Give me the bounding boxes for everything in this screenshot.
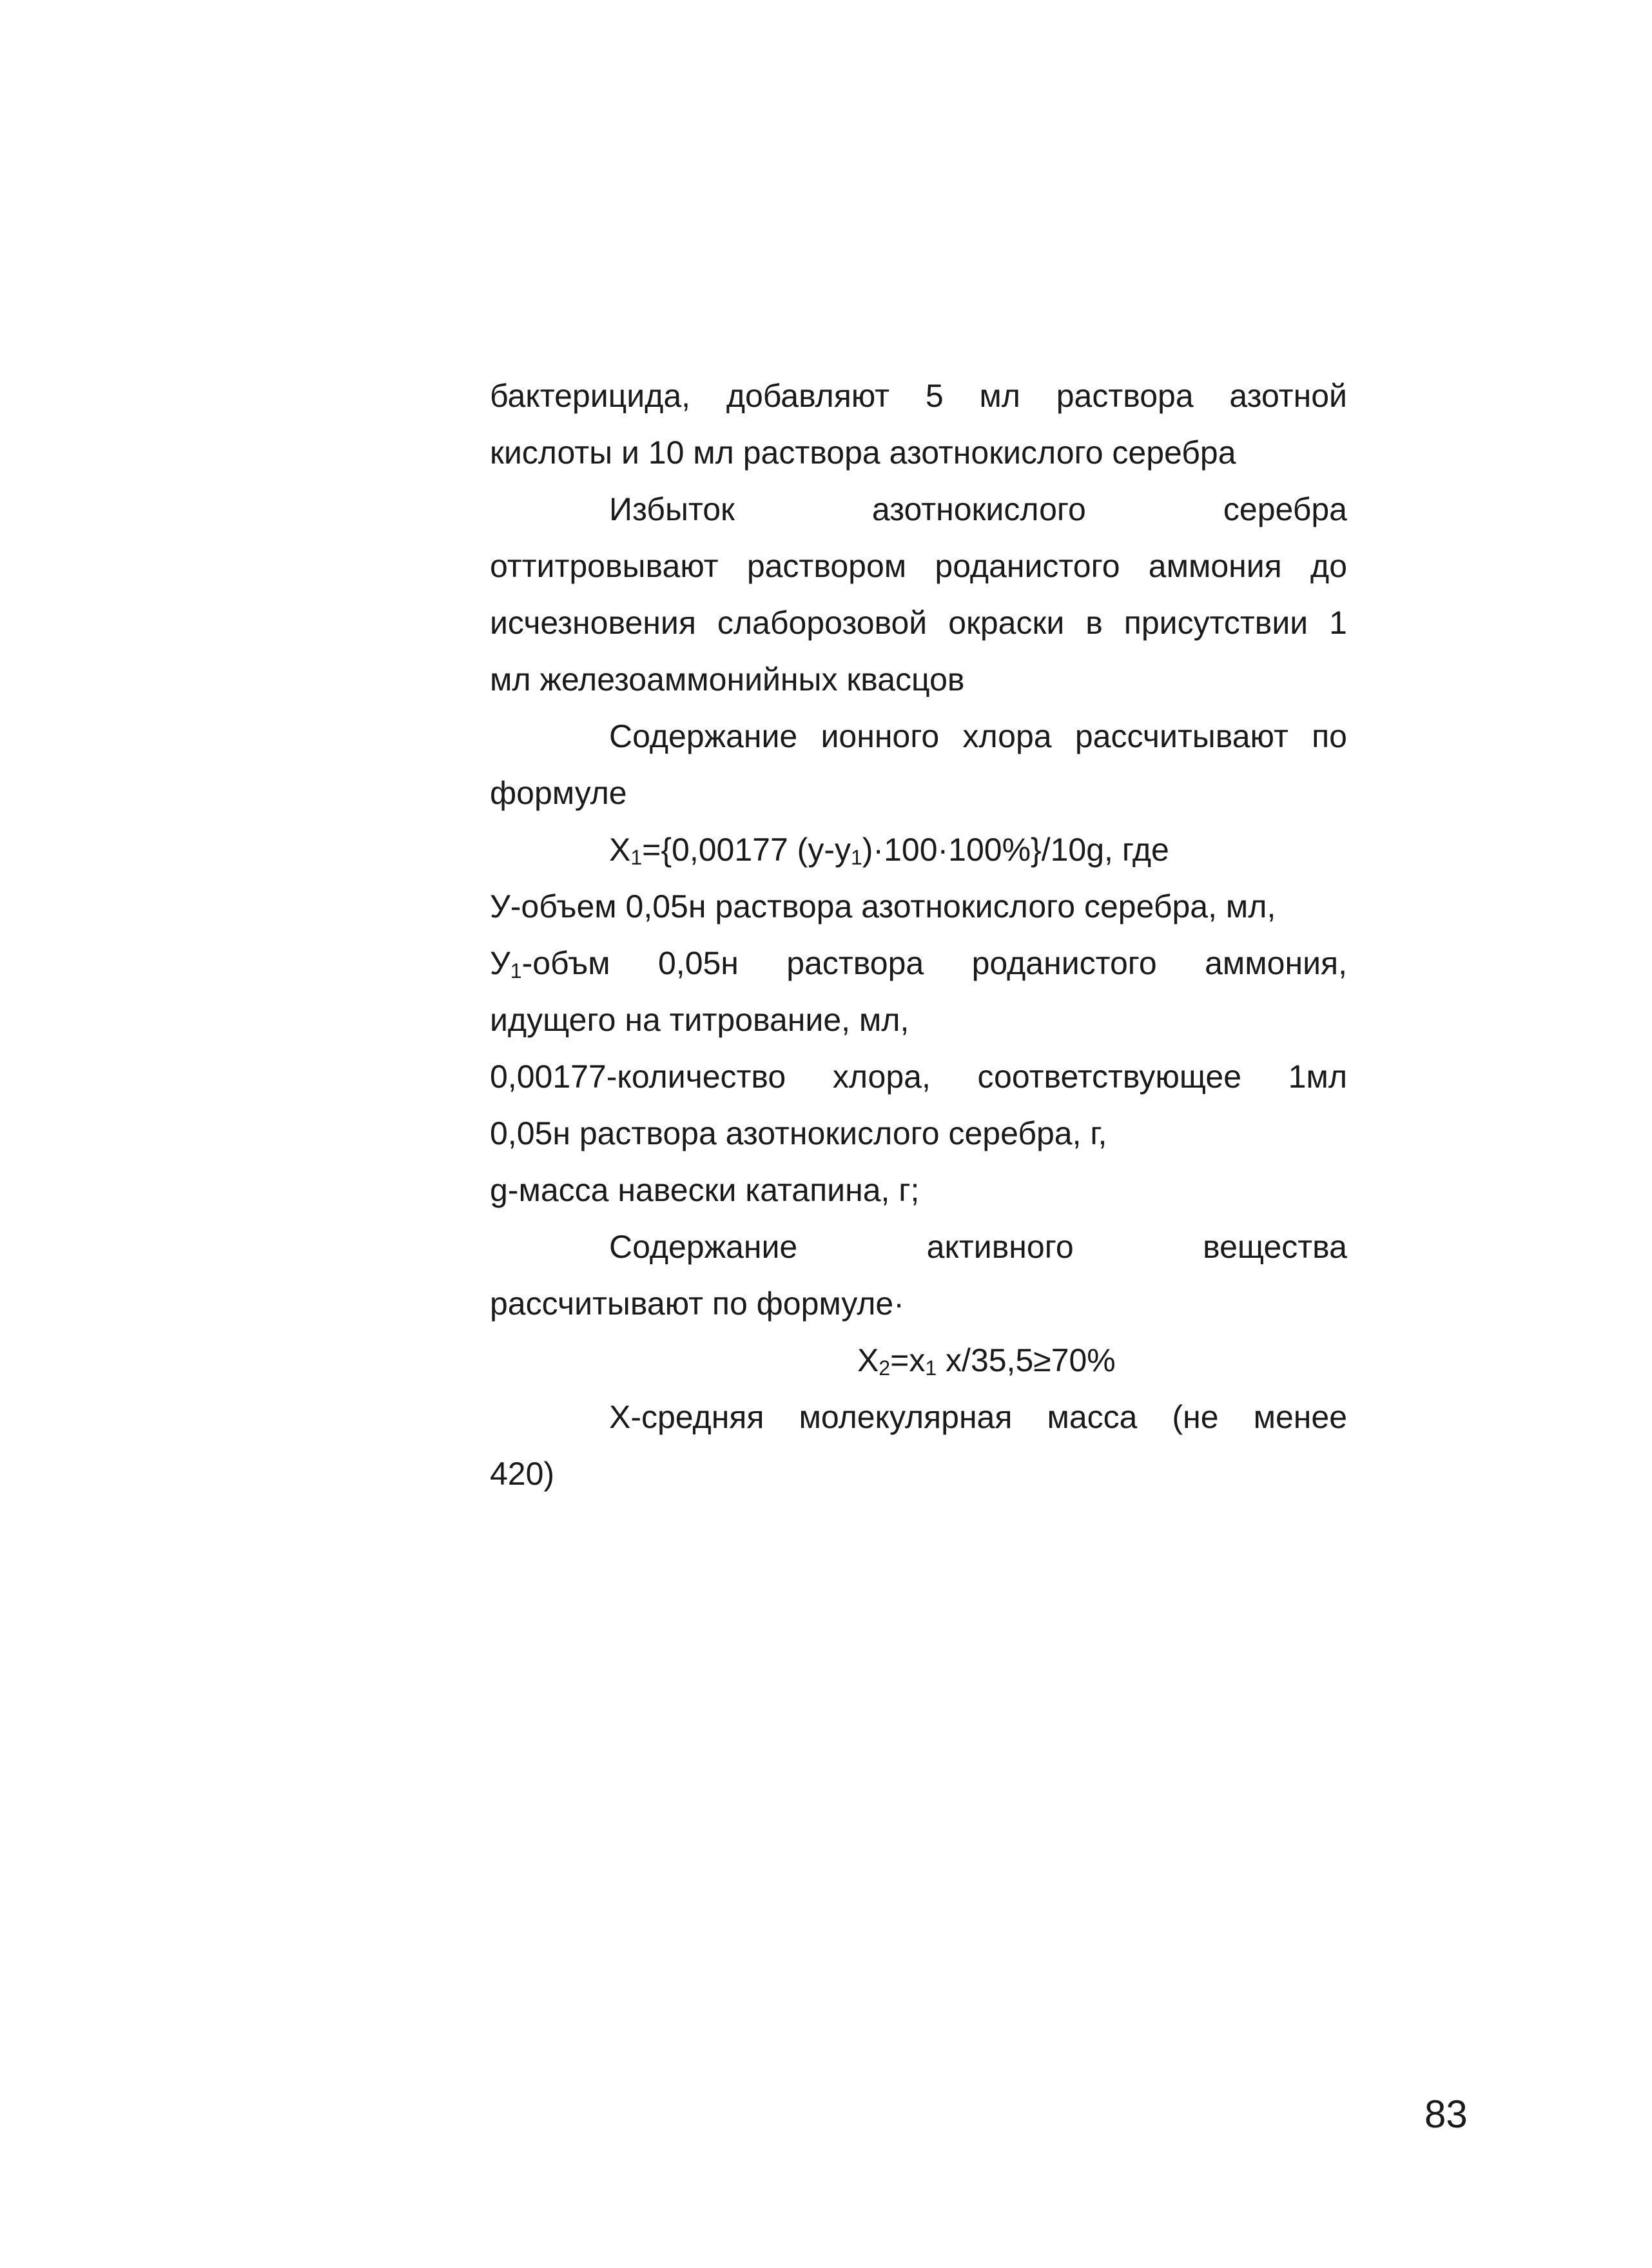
text-line: кислоты и 10 мл раствора азотнокислого серебра: [490, 435, 1236, 471]
text-line: Содержание активного вещества: [609, 1229, 1347, 1265]
text-line: рассчитывают по формуле·: [490, 1286, 904, 1322]
text-line: оттитровывают раствором роданистого аммония до: [490, 548, 1347, 584]
formula-chlorine: $Х_1=\{0,00177$ $(у-у_1)\cdot 100\cdot 100\%\}/10g$, где: [609, 832, 1169, 869]
text-line: У-объем 0,05н раствора азотнокислого серебра, мл,: [490, 888, 1276, 924]
text-line: 0,00177-количество хлора, соответствующее 1мл: [490, 1059, 1347, 1095]
text-line: Избыток азотнокислого серебра: [609, 491, 1347, 527]
text-line: исчезновения слаборозовой окраски в присутствии 1: [490, 605, 1347, 641]
text-line: Содержание ионного хлора рассчитывают по: [609, 718, 1347, 754]
text-line: $У_1$-объм 0,05н раствора роданистого аммония,: [490, 945, 1347, 982]
text-line: 0,05н раствора азотнокислого серебра, г,: [490, 1115, 1107, 1151]
page-number: 83: [1424, 2093, 1468, 2136]
text-line: 420): [490, 1456, 555, 1492]
formula-active-substance: $Х_2=х_1$ х/35,5≥70%: [857, 1342, 1116, 1380]
text-line: Х-средняя молекулярная масса (не менее: [609, 1399, 1347, 1435]
text-line: бактерицида, добавляют 5 мл раствора азотной: [490, 378, 1347, 414]
text-line: идущего на титрование, мл,: [490, 1002, 909, 1038]
body-text: [490, 367, 1347, 1502]
text-line: формуле: [490, 775, 627, 811]
text-line: g-масса навески катапина, г;: [490, 1172, 920, 1208]
text-line: мл железоаммонийных квасцов: [490, 661, 965, 698]
